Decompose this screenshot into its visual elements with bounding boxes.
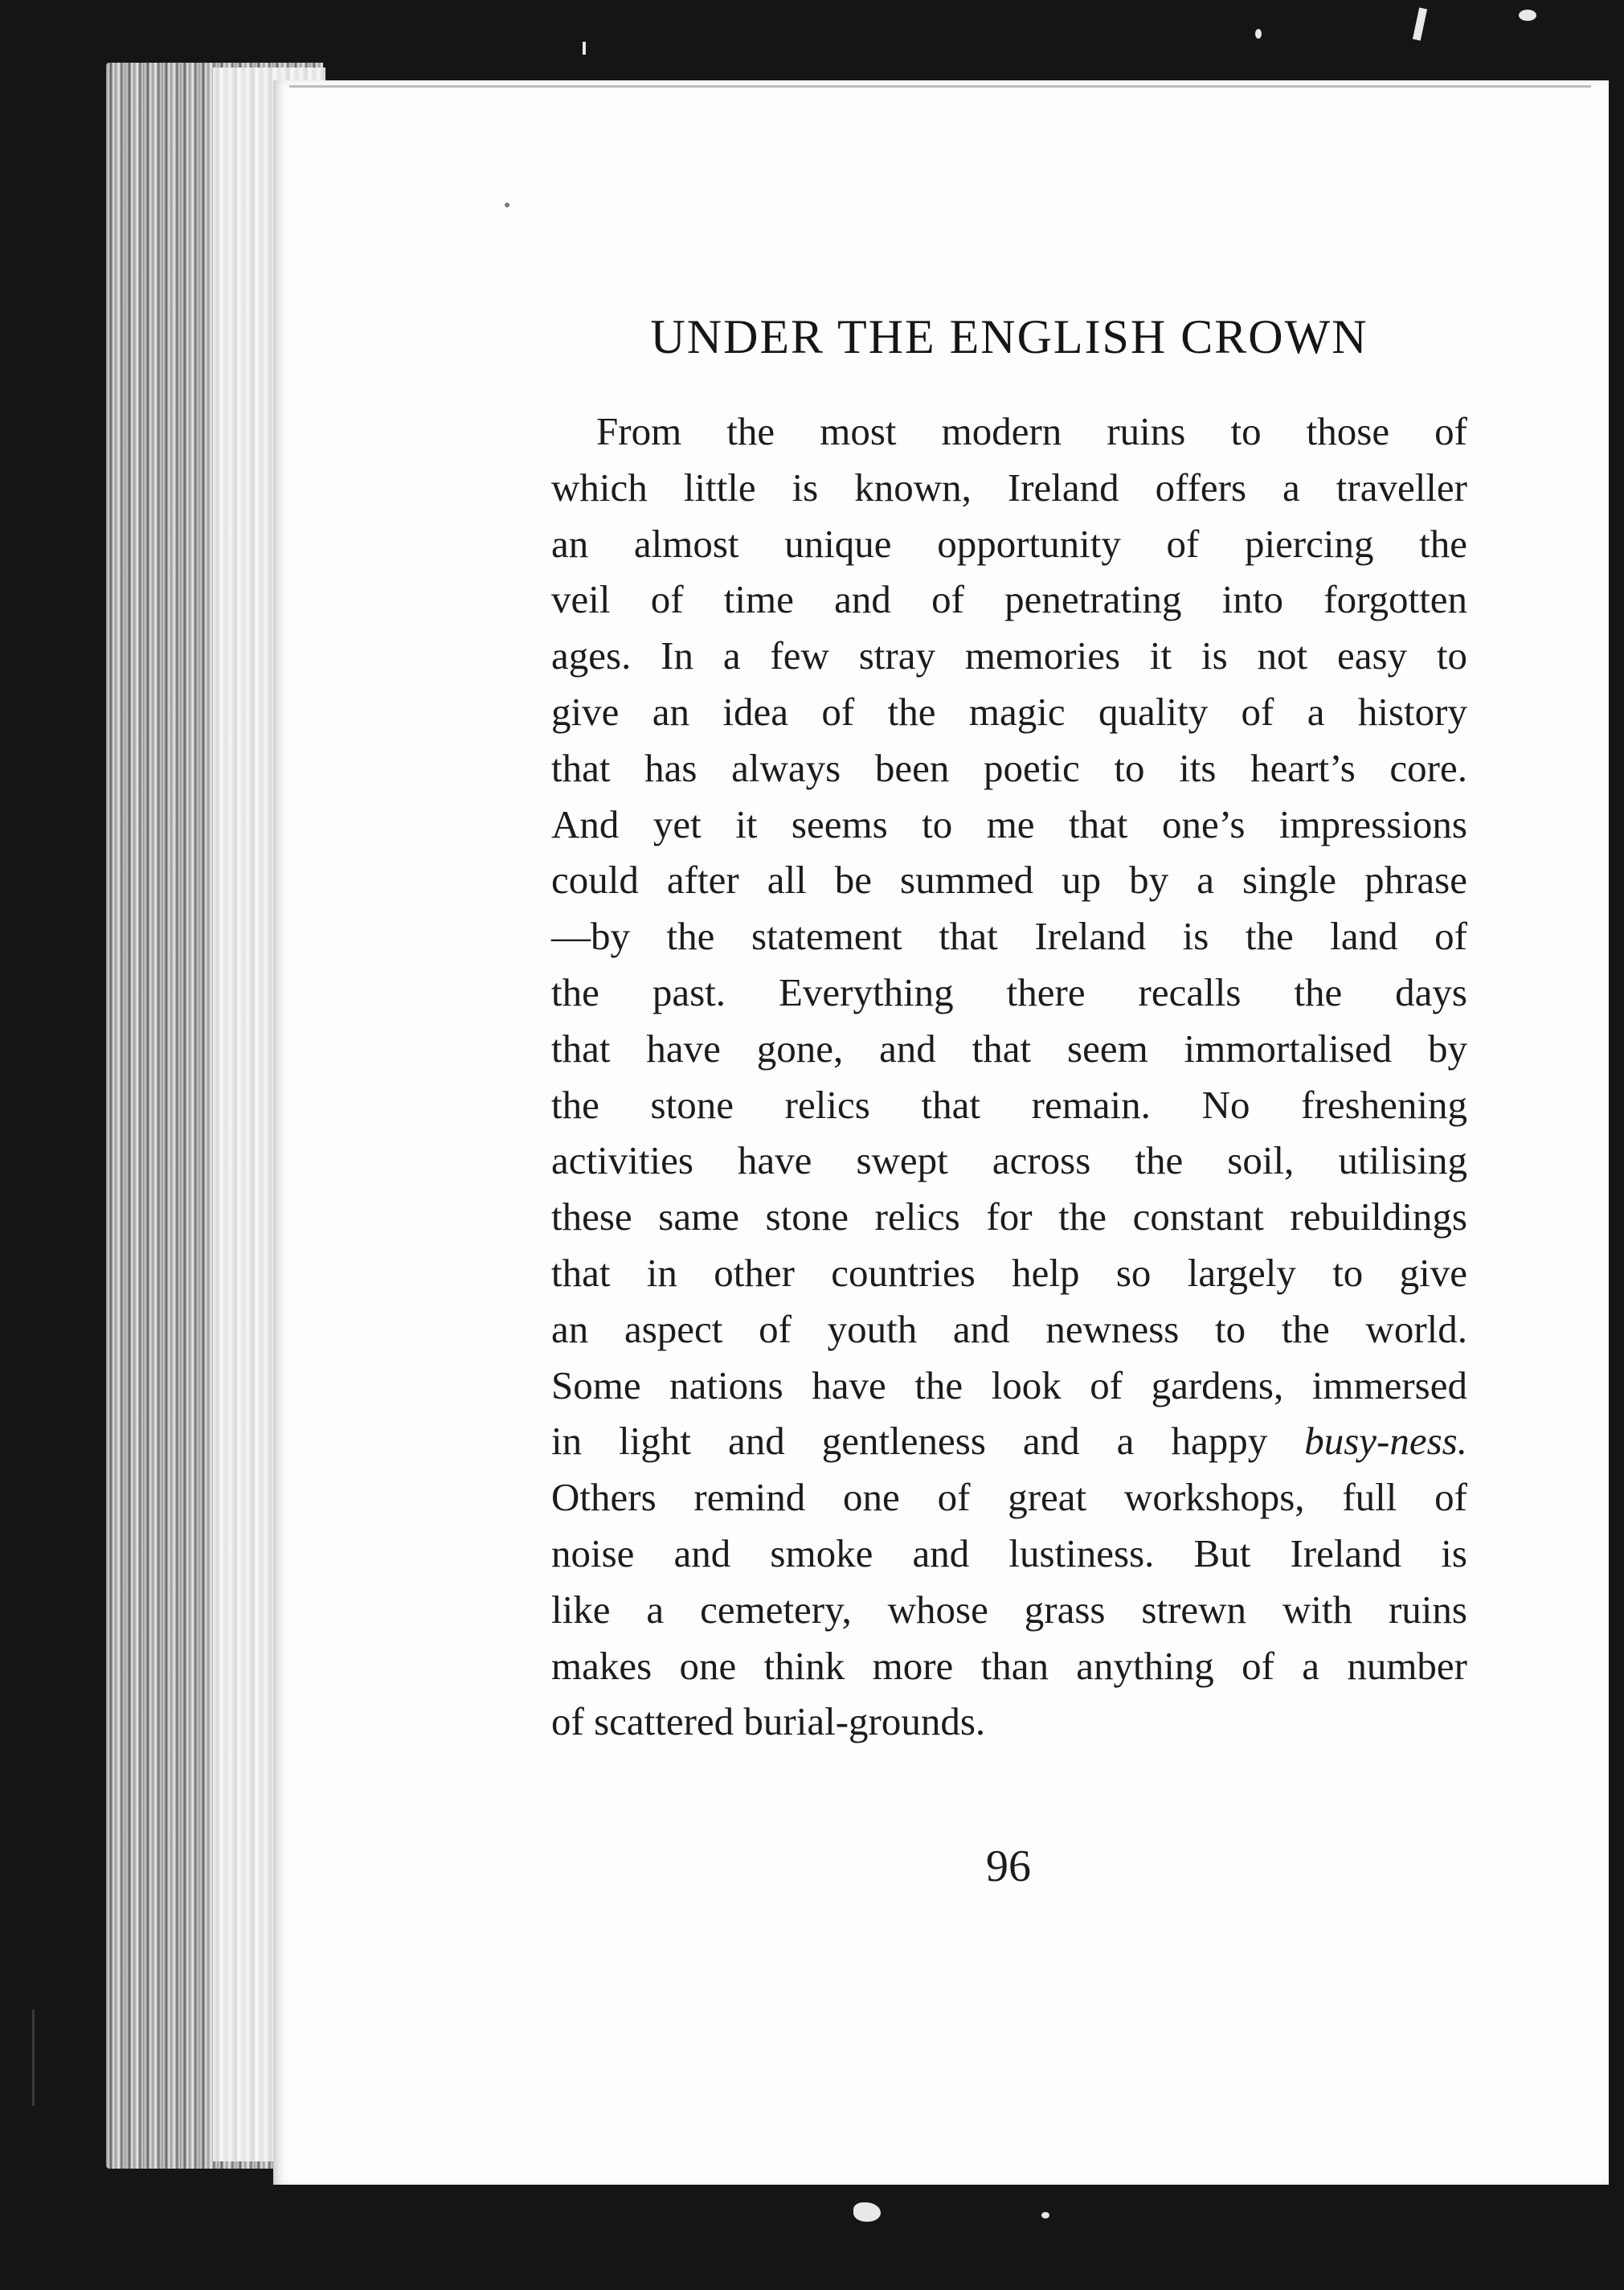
page-speck [505,203,509,207]
body-paragraph [551,404,1467,1750]
text-line: the past. Everything there recalls the days [551,969,1467,1014]
text-line: —by the statement that Ireland is the land of [551,914,1467,959]
scan-speck [1519,10,1536,21]
text-line: Some nations have the look of gardens, immersed [551,1362,1467,1407]
text-line: these same stone relics for the constant rebuildings [551,1194,1467,1239]
running-head: UNDER THE ENGLISH CROWN [650,310,1368,363]
text-line: From the most modern ruins to those of [596,409,1467,453]
text-line: ages. In a few stray memories it is not easy to [551,633,1467,678]
text-line: like a cemetery, whose grass strewn with ruins [551,1587,1467,1632]
scan-speck [1041,2212,1049,2218]
text-fragment: in light and gentleness and a happy [551,1419,1268,1464]
scan-speck [853,2202,881,2222]
text-line: noise and smoke and lustiness. But Ireland is [551,1530,1467,1575]
page-top-edge [289,85,1591,88]
text-line-with-italic [551,1413,1467,1469]
text-line: could after all be summed up by a single phrase [551,858,1467,903]
text-line: that have gone, and that seem immortalised by [551,1026,1467,1071]
scan-speck [32,2009,35,2106]
text-line: And yet it seems to me that one’s impressions [551,801,1467,846]
text-line: an almost unique opportunity of piercing the [551,521,1467,566]
text-line: makes one think more than anything of a number [551,1643,1467,1688]
scan-speck [1255,29,1262,39]
text-line: Others remind one of great workshops, full of [551,1475,1467,1520]
text-line: that in other countries help so largely to give [551,1250,1467,1295]
text-line: activities have swept across the soil, utilising [551,1138,1467,1183]
text-line: an aspect of youth and newness to the world. [551,1306,1467,1351]
text-line: veil of time and of penetrating into forgotten [551,577,1467,622]
italic-word: busy-ness. [1304,1419,1468,1464]
page-number: 96 [986,1841,1031,1891]
text-line: that has always been poetic to its heart’s core. [551,745,1467,790]
text-line: give an idea of the magic quality of a history [551,689,1467,734]
text-line: which little is known, Ireland offers a traveller [551,465,1467,510]
text-line: the stone relics that remain. No freshening [551,1082,1467,1127]
text-line-last: of scattered burial-grounds. [551,1699,986,1744]
scan-speck [1413,7,1427,40]
scan-speck [583,42,586,55]
